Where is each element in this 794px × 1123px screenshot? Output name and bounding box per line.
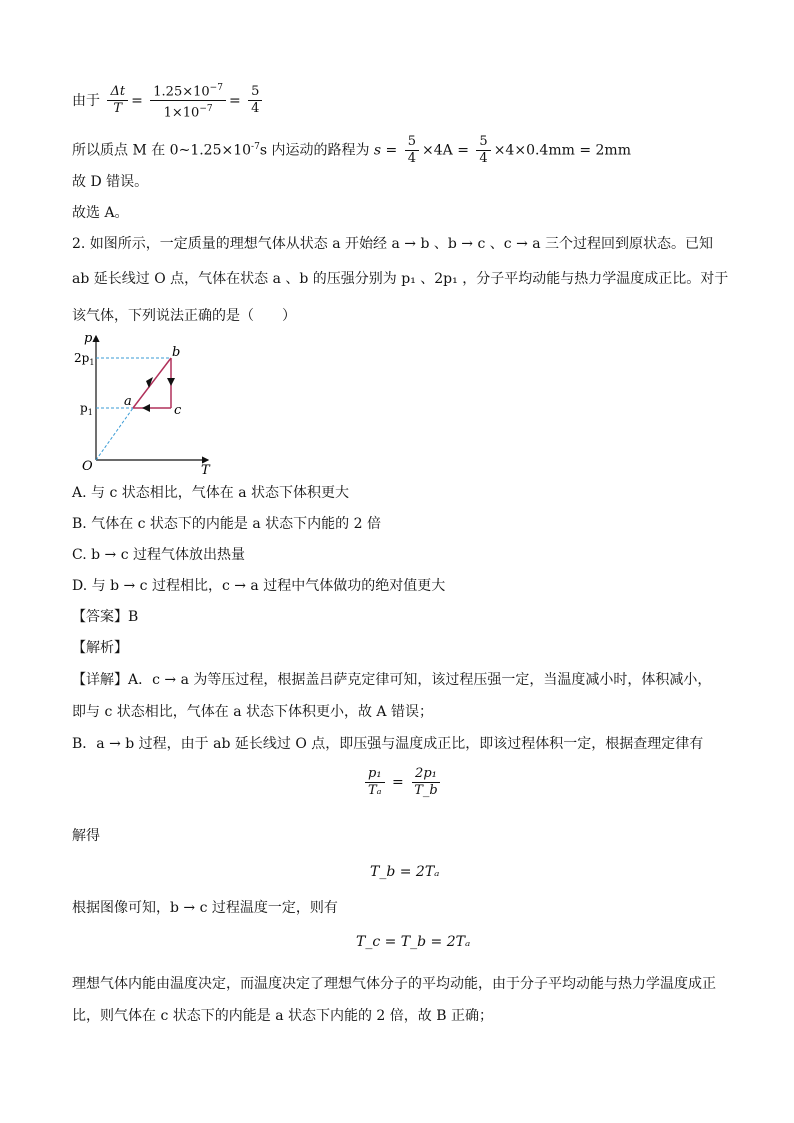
answer: 【答案】B: [72, 609, 139, 625]
equation-charles: [362, 766, 444, 799]
frac-dt-den: T: [113, 101, 123, 117]
eq1-right-num: 2p₁: [415, 766, 437, 781]
detail-line-3: B．a → b 过程，由于 ab 延长线过 O 点，即压强与温度成正比，即该过程体积一定，根据查理定律有: [72, 736, 704, 752]
frac-five-fourths: [248, 84, 262, 117]
eq1-right-den: T_b: [414, 783, 438, 798]
ratio-prefix: 由于: [72, 92, 100, 109]
equation-tc: T_c = T_b = 2Tₐ: [356, 934, 471, 950]
option-a: A. 与 c 状态相比，气体在 a 状态下体积更大: [72, 485, 349, 501]
question-line-2: ab 延长线过 O 点，气体在状态 a 、b 的压强分别为 p₁ 、2p₁ ，分子平均动能与热力学温度成正比。对于: [72, 271, 729, 287]
process-a-b: [133, 358, 171, 408]
arrow-c-a: [142, 404, 150, 412]
option-b: B. 气体在 c 状态下的内能是 a 状态下内能的 2 倍: [72, 516, 381, 532]
choose-a: 故选 A。: [72, 205, 129, 221]
pt-diagram: [76, 330, 216, 478]
detail-line-2: 即与 c 状态相比，气体在 a 状态下体积更小，故 A 错误；: [72, 704, 433, 720]
eq1-equals: =: [392, 774, 404, 791]
path-after: s 内运动的路程为: [259, 142, 370, 159]
frac-ff-num: 5: [248, 84, 262, 101]
arrow-b-c: [167, 378, 175, 386]
path-formula-result: ×4×0.4mm = 2mm: [493, 142, 631, 159]
path-frac-2-num: 5: [476, 134, 490, 151]
frac-values-den-exp: −7: [199, 104, 213, 115]
solve-label: 解得: [72, 828, 100, 844]
path-frac-2: [476, 134, 490, 167]
path-formula-4a: ×4A =: [422, 142, 469, 159]
frac-values: [150, 80, 226, 122]
tick-2p1: $2p_1$: [74, 351, 95, 367]
point-label-a: a: [124, 394, 132, 409]
eq1-left-num: p₁: [368, 766, 382, 781]
path-line: [72, 134, 631, 167]
axis-label-t: T: [201, 463, 210, 478]
path-formula-s: s =: [373, 142, 398, 159]
frac-values-num: 1.25×10: [153, 84, 210, 100]
question-line-3: 该气体，下列说法正确的是（ ）: [72, 308, 296, 324]
tick-p1: $p_1$: [80, 401, 93, 417]
detail-line-1: 【详解】A．c → a 为等压过程，根据盖吕萨克定律可知，该过程压强一定，当温度减小时，体积减小，: [72, 672, 712, 688]
path-frac-1-num: 5: [405, 134, 419, 151]
equation-tb: T_b = 2Tₐ: [370, 864, 440, 880]
conclusion-d-wrong: 故 D 错误。: [72, 174, 149, 190]
path-text: 所以质点 M 在 0~1.25×10: [72, 142, 252, 159]
path-frac-1-den: 4: [407, 151, 417, 166]
question-line-1: 2. 如图所示，一定质量的理想气体从状态 a 开始经 a → b 、b → c 、c → a 三个过程回到原状态。已知: [72, 236, 714, 252]
point-label-b: b: [172, 345, 181, 360]
detail-line-4: 根据图像可知，b → c 过程温度一定，则有: [72, 900, 338, 916]
analysis-title: 【解析】: [72, 640, 128, 656]
option-c: C. b → c 过程气体放出热量: [72, 547, 245, 563]
frac-values-num-exp: −7: [209, 83, 223, 93]
detail-line-6: 比，则气体在 c 状态下的内能是 a 状态下内能的 2 倍，故 B 正确；: [72, 1008, 493, 1024]
origin-label: O: [82, 459, 93, 474]
axis-label-p: p: [84, 331, 93, 346]
path-frac-1: [405, 134, 419, 167]
dash-oa-extension: [96, 408, 133, 460]
detail-line-5: 理想气体内能由温度决定，而温度决定了理想气体分子的平均动能，由于分子平均动能与热力学温度成正: [72, 976, 716, 992]
frac-dt-t: [107, 84, 128, 117]
frac-dt-num: Δt: [110, 84, 126, 100]
path-exp: -7: [251, 141, 260, 152]
path-frac-2-den: 4: [479, 151, 488, 166]
point-label-c: c: [174, 403, 182, 418]
ratio-line: 由于 $\frac{\Delta t}{T}$ = $\frac{1.25\times 10^{-7}}{1\times 10^{-7}}$ = $\frac{5}{4}$: [72, 80, 265, 122]
eq1-left-den: Tₐ: [368, 783, 382, 798]
frac-ff-den: 4: [251, 101, 260, 117]
frac-values-den: 1×10: [163, 105, 200, 121]
option-d: D. 与 b → c 过程相比，c → a 过程中气体做功的绝对值更大: [72, 578, 446, 594]
